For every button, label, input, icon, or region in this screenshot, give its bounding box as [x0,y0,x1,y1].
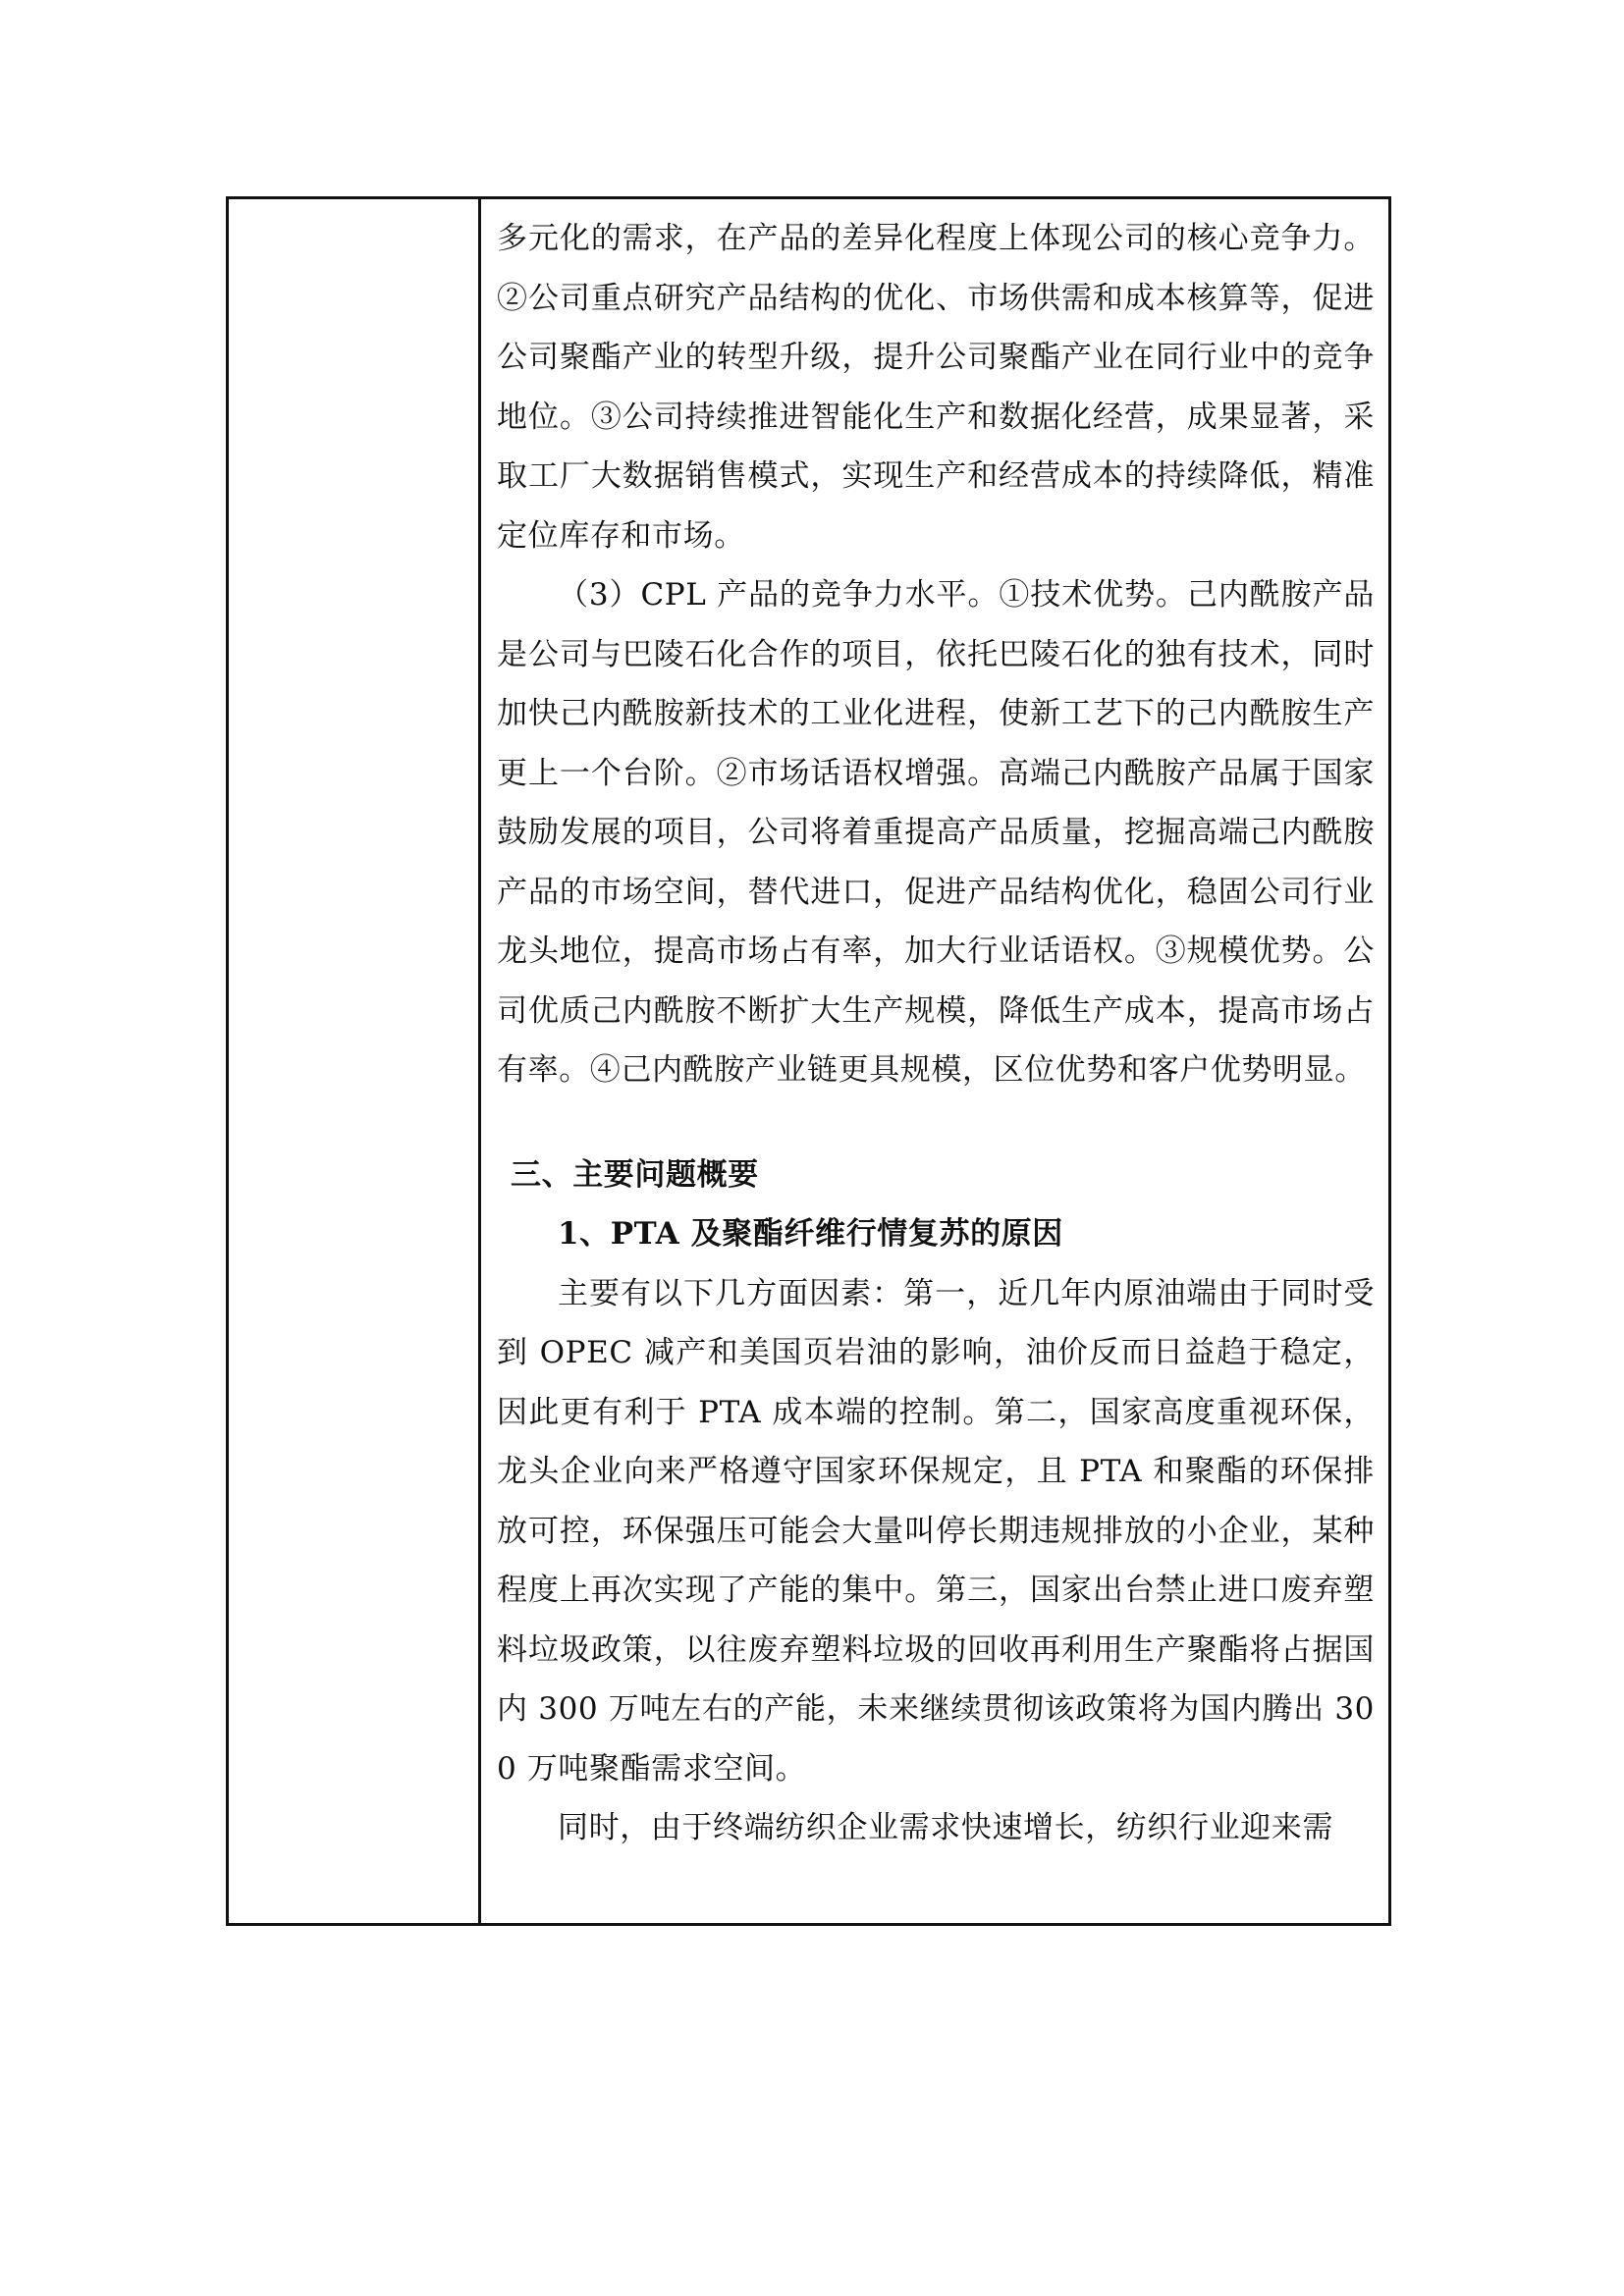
document-table [226,196,1391,1926]
table-left-cell [229,199,481,1923]
sub-heading: 1、PTA 及聚酯纤维行情复苏的原因 [558,1216,1063,1252]
section-heading: 三、主要问题概要 [511,1156,759,1193]
paragraph-recovery-factors: 主要有以下几方面因素：第一，近几年内原油端由于同时受到 OPEC 减产和美国页岩油的影响，油价反而日益趋于稳定，因此更有利于 PTA 成本端的控制。第二，国家高度重视环保，龙头企业向来严格遵守国家环保规定，且 PTA 和聚酯的环保排放可控，环保强压可能会大量叫停长期违规排放的小企业，某种程度上再次实现了产能的集中。第三，国家出台禁止进口废弃塑料垃圾政策，以往废弃塑料垃圾的回收再利用生产聚酯将占据国内 300 万吨左右的产能，未来继续贯彻该政策将为国内腾出 300 万吨聚酯需求空间。 [497,1275,1375,1787]
paragraph-demand-growth: 同时，由于终端纺织企业需求快速增长，纺织行业迎来需 [558,1810,1333,1845]
table-right-cell [481,199,1388,1923]
paragraph-cpl-competitiveness: （3）CPL 产品的竞争力水平。①技术优势。己内酰胺产品是公司与巴陵石化合作的项目，依托巴陵石化的独有技术，同时加快己内酰胺新技术的工业化进程，使新工艺下的己内酰胺生产更上一个台阶。②市场话语权增强。高端己内酰胺产品属于国家鼓励发展的项目，公司将着重提高产品质量，挖掘高端己内酰胺产品的市场空间，替代进口，促进产品结构优化，稳固公司行业龙头地位，提高市场占有率，加大行业话语权。③规模优势。公司优质己内酰胺不断扩大生产规模，降低生产成本，提高市场占有率。④己内酰胺产业链更具规模，区位优势和客户优势明显。 [497,577,1375,1088]
paragraph-competitiveness-continued: 多元化的需求，在产品的差异化程度上体现公司的核心竞争力。②公司重点研究产品结构的优化、市场供需和成本核算等，促进公司聚酯产业的转型升级，提升公司聚酯产业在同行业中的竞争地位。③公司持续推进智能化生产和数据化经营，成果显著，采取工厂大数据销售模式，实现生产和经营成本的持续降低，精准定位库存和市场。 [497,221,1375,554]
